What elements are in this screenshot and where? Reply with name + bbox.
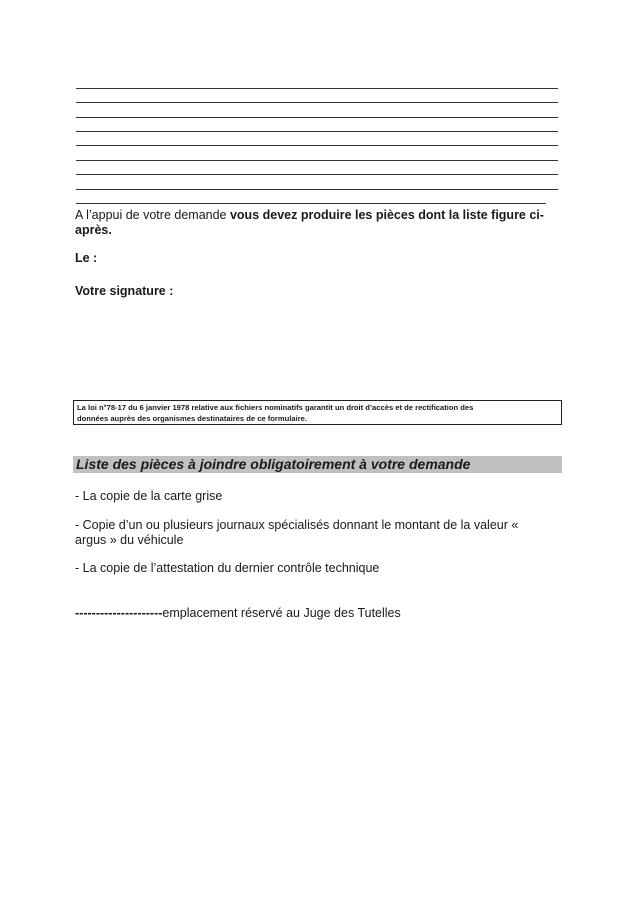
reserved-label: emplacement réservé au Juge des Tutelles [162, 606, 401, 620]
writing-line [76, 88, 558, 89]
writing-line [76, 174, 558, 175]
legal-notice-line1: La loi n°78-17 du 6 janvier 1978 relative aux fichiers nominatifs garantit un droit d’accès et de rectification des [77, 403, 474, 412]
writing-line [76, 203, 546, 204]
intro-bold-line2: après. [75, 223, 112, 237]
section-heading: Liste des pièces à joindre obligatoirement à votre demande [73, 456, 562, 473]
document-item-argus-line1: - Copie d’un ou plusieurs journaux spécialisés donnant le montant de la valeur « [75, 518, 519, 532]
intro-prefix: A l’appui de votre demande [75, 208, 230, 222]
writing-line [76, 102, 558, 103]
document-item-registration: - La copie de la carte grise [75, 489, 223, 503]
legal-notice-line2: données auprès des organismes destinataires de ce formulaire. [77, 413, 308, 423]
document-item-inspection: - La copie de l’attestation du dernier contrôle technique [75, 561, 380, 575]
writing-line [76, 131, 558, 132]
document-item-argus-line2: argus » du véhicule [75, 533, 184, 547]
intro-bold-line1: vous devez produire les pièces dont la liste figure ci- [229, 208, 544, 222]
intro-paragraph [75, 208, 557, 238]
writing-line [76, 117, 558, 118]
legal-notice-box [73, 400, 562, 425]
document-item-argus [75, 518, 557, 548]
writing-line [76, 189, 558, 190]
reserved-area-line [75, 606, 401, 621]
writing-line [76, 160, 558, 161]
reserved-dashes: --------------------- [75, 606, 163, 620]
signature-label: Votre signature : [75, 284, 174, 298]
date-label: Le : [75, 251, 98, 265]
writing-line [76, 145, 558, 146]
